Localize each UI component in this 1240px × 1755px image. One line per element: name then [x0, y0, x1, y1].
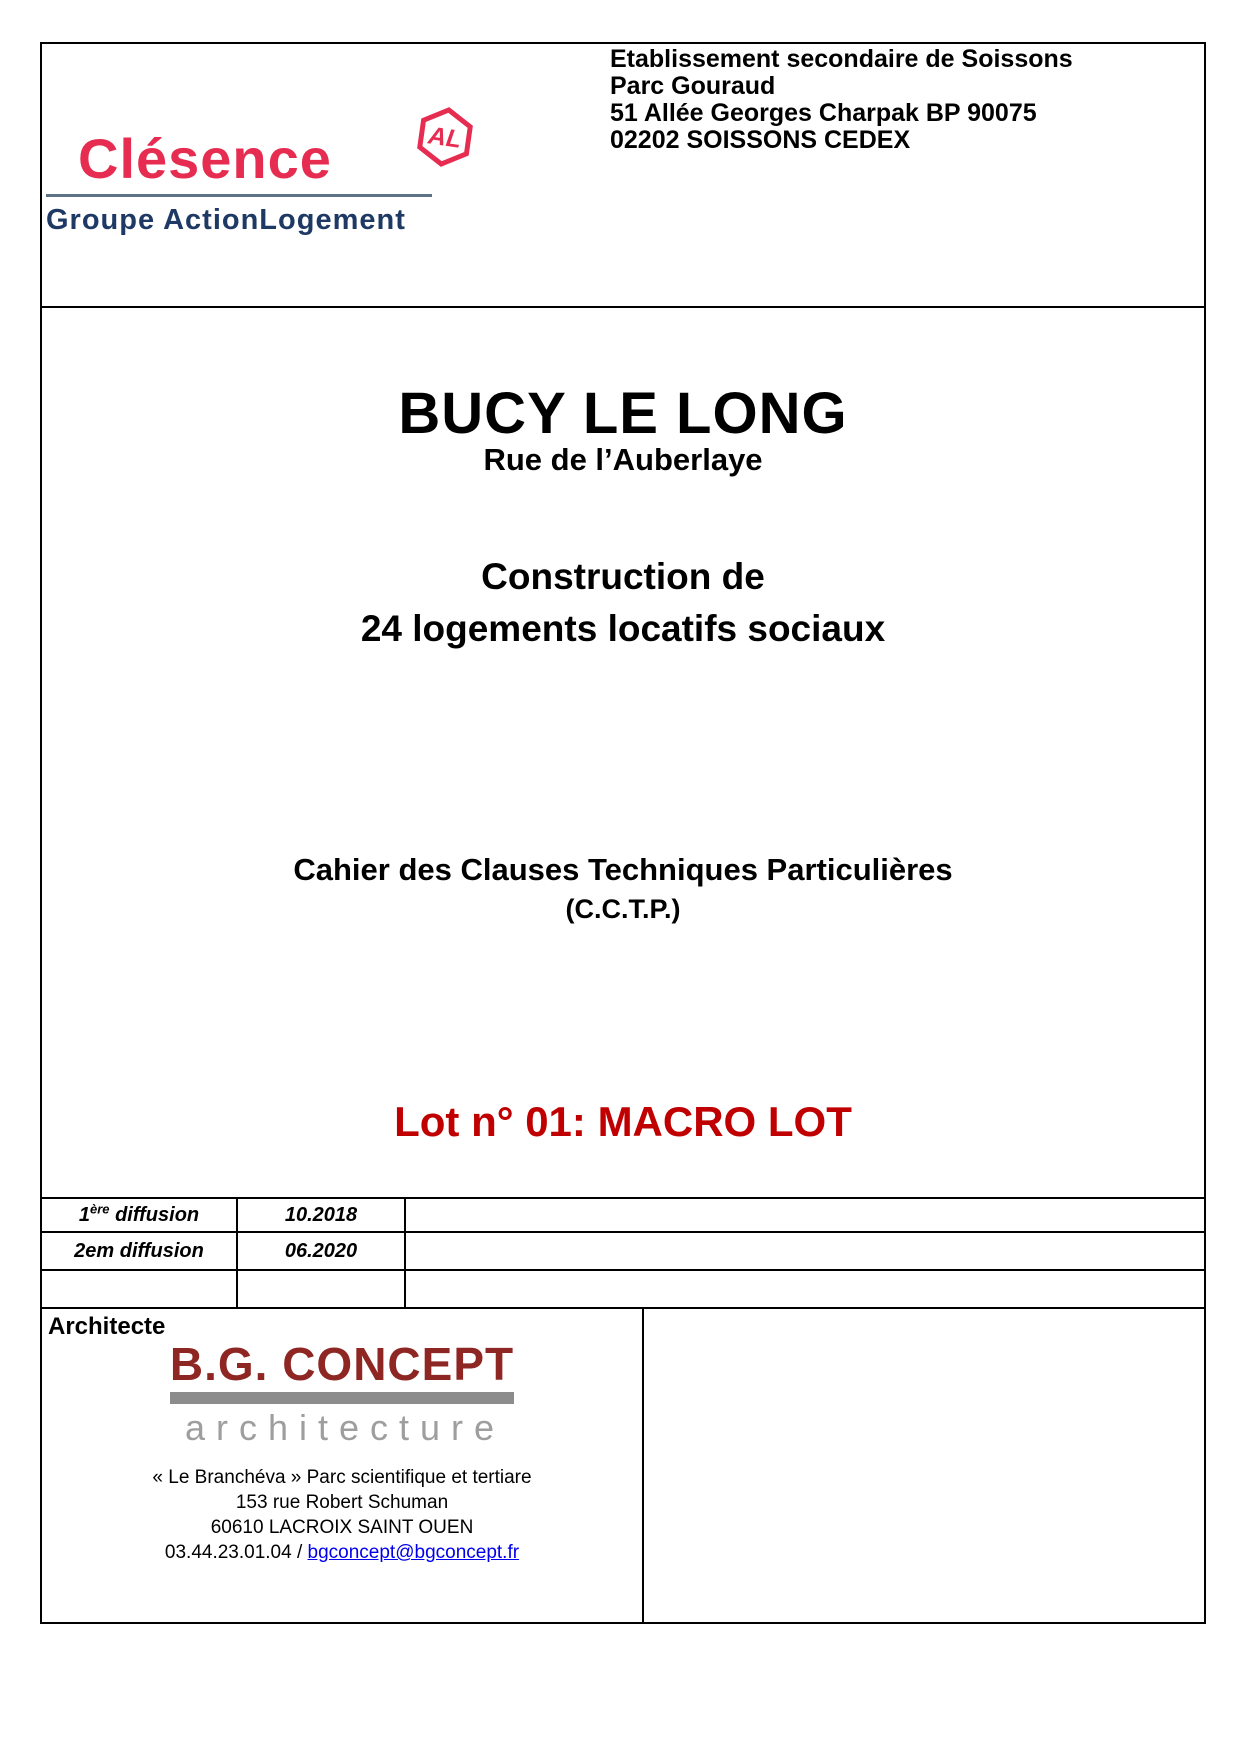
architect-email-link[interactable]: bgconcept@bgconcept.fr: [307, 1542, 520, 1563]
logo-tagline: Groupe ActionLogement: [46, 204, 406, 236]
diffusion-label-cell: [42, 1271, 238, 1307]
diffusion-label: 2em diffusion: [74, 1239, 204, 1262]
document-border: [40, 42, 1206, 1624]
lot-title: Lot n° 01: MACRO LOT: [394, 1098, 852, 1145]
diffusion-table: [42, 1199, 1204, 1309]
diffusion-label-cell: [42, 1199, 238, 1231]
diffusion-date-cell: [238, 1271, 406, 1307]
title-section: [42, 308, 1204, 1199]
architect-label: Architecte: [48, 1313, 166, 1340]
table-row: [42, 1199, 1204, 1233]
company-address-block: [610, 46, 1073, 154]
address-line: Parc Gouraud: [610, 72, 776, 100]
firm-divider-bar: [170, 1392, 514, 1404]
address-line: 02202 SOISSONS CEDEX: [610, 126, 911, 154]
project-city-title: BUCY LE LONG: [398, 381, 848, 446]
architect-cell: [42, 1309, 644, 1622]
firm-subtitle: architecture: [184, 1407, 506, 1448]
table-row: [42, 1271, 1204, 1309]
architect-section: [42, 1309, 1204, 1622]
project-description-line1: Construction de: [481, 556, 765, 597]
architect-empty-cell: [644, 1309, 1204, 1622]
diffusion-label: 1ère diffusion: [78, 1200, 200, 1226]
firm-name: B.G. CONCEPT: [169, 1338, 515, 1390]
diffusion-label-cell: [42, 1233, 238, 1269]
diffusion-date-cell: 10.2018: [238, 1199, 406, 1231]
architect-phone: 03.44.23.01.04 /: [164, 1542, 308, 1563]
action-logement-hexagon-icon: [410, 102, 480, 172]
al-badge-letters: AL: [426, 122, 464, 154]
logo-divider: [46, 194, 432, 197]
architect-address-line: 153 rue Robert Schuman: [235, 1492, 449, 1513]
architect-address-line: 60610 LACROIX SAINT OUEN: [210, 1517, 474, 1538]
diffusion-date-cell: 06.2020: [238, 1233, 406, 1269]
header-section: [42, 44, 1204, 308]
project-street: Rue de l’Auberlaye: [483, 442, 763, 477]
architect-firm-logo: [170, 1339, 514, 1449]
address-line: Etablissement secondaire de Soissons: [610, 45, 1073, 73]
document-type-abbr: (C.C.T.P.): [565, 894, 681, 924]
project-description-line2: 24 logements locatifs sociaux: [360, 608, 886, 649]
diffusion-note-cell: [406, 1233, 1204, 1269]
architect-address: [42, 1465, 642, 1565]
architect-contact-line: [42, 1540, 642, 1565]
table-row: [42, 1233, 1204, 1271]
diffusion-note-cell: [406, 1199, 1204, 1231]
diffusion-note-cell: [406, 1271, 1204, 1307]
architect-address-line: « Le Branchéva » Parc scientifique et tertiare: [152, 1467, 532, 1488]
address-line: 51 Allée Georges Charpak BP 90075: [610, 99, 1037, 127]
clesence-logo-text: Clésence: [78, 127, 332, 190]
document-type-title: Cahier des Clauses Techniques Particulières: [293, 852, 953, 887]
